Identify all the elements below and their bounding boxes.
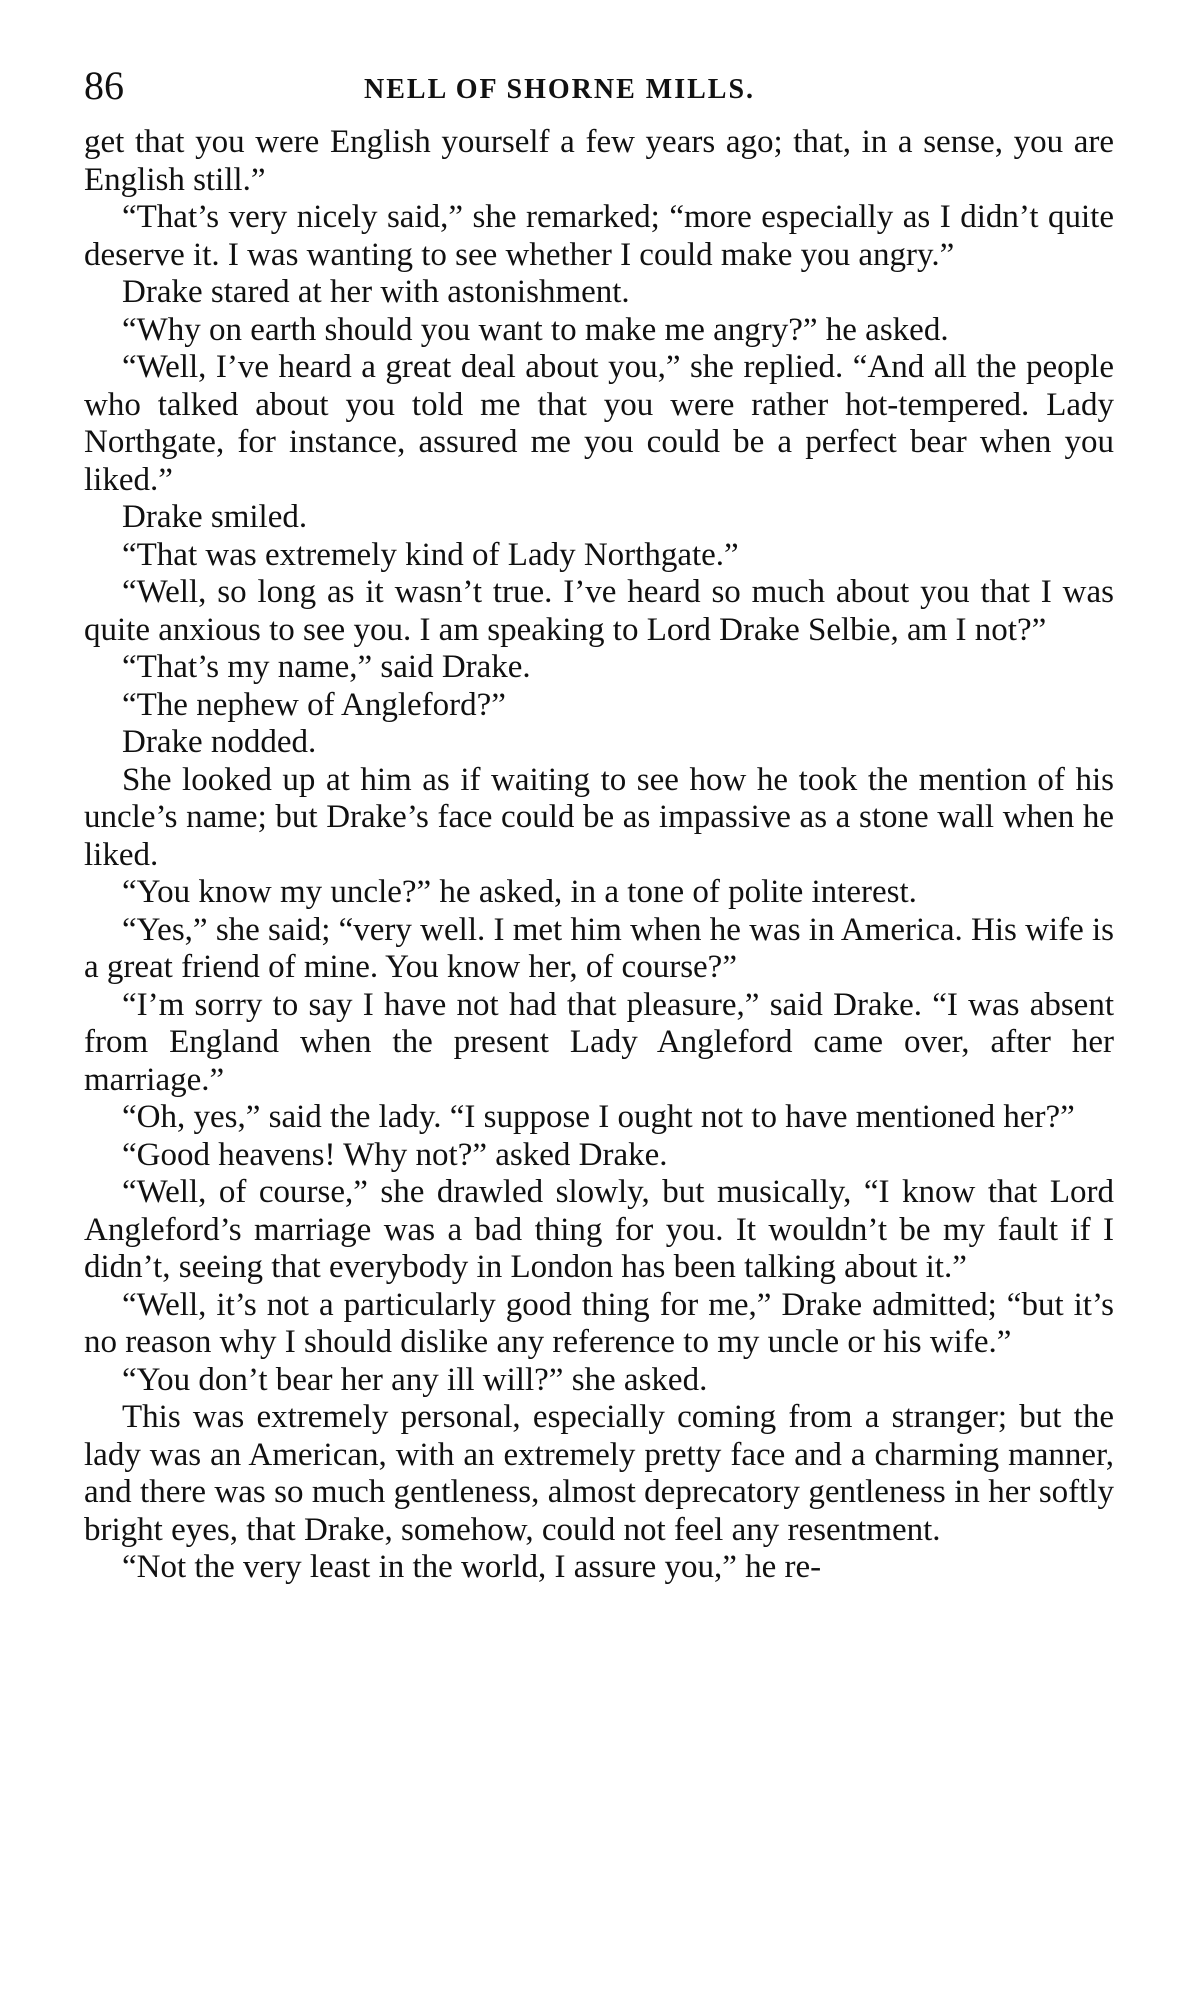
body-text [84,124,1114,1587]
paragraph: “Why on earth should you want to make me angry?” he asked. [122,311,949,348]
paragraph: Drake nodded. [122,724,317,760]
paragraph: “Well, so long as it wasn’t true. I’ve heard so much about you that I was quite anxious to see you. I am speaking to Lord Drake Selbie, am I not?” [84,574,1114,648]
paragraph: “Well, of course,” she drawled slowly, but musically, “I know that Lord Angleford’s marriage was a bad thing for you. It wouldn’t be my fault if I didn’t, seeing that everybody in London has been talking about it.” [84,1174,1114,1285]
page-header [84,60,1114,116]
book-page [84,60,1114,1587]
paragraph: “Well, it’s not a particularly good thing for me,” Drake admitted; “but it’s no reason why I should dislike any reference to my uncle or his wife.” [84,1286,1114,1360]
paragraph: “I’m sorry to say I have not had that pleasure,” said Drake. “I was absent from England when the present Lady Angleford came over, after her marriage.” [84,986,1114,1098]
paragraph: “Oh, yes,” said the lady. “I suppose I ought not to have mentioned her?” [122,1099,1075,1135]
paragraph: “Well, I’ve heard a great deal about you,” she replied. “And all the people who talked about you told me that you were rather hot-tempered. Lady Northgate, for instance, assured me you could be a perfect bear when you liked.” [84,349,1114,498]
paragraph: “That’s very nicely said,” she remarked; “more especially as I didn’t quite deserve it. I was wanting to see whether I could make you angry.” [84,199,1114,273]
page-number: 86 [84,63,124,108]
paragraph: Drake smiled. [122,499,308,535]
paragraph: “Yes,” she said; “very well. I met him when he was in America. His wife is a great friend of mine. You know her, of course?” [84,911,1114,985]
paragraph: “That was extremely kind of Lady Northgate.” [122,536,739,573]
paragraph: “You don’t bear her any ill will?” she asked. [122,1361,708,1398]
paragraph: get that you were English yourself a few years ago; that, in a sense, you are English still.” [84,124,1114,198]
paragraph: “That’s my name,” said Drake. [122,649,531,685]
paragraph: “You know my uncle?” he asked, in a tone of polite interest. [122,874,917,910]
paragraph: This was extremely personal, especially coming from a stranger; but the lady was an American, with an extremely pretty face and a charming manner, and there was so much gentleness, almost deprecatory gentleness in her softly bright eyes, that Drake, somehow, could not feel any resentment. [84,1399,1114,1548]
paragraph: She looked up at him as if waiting to see how he took the mention of his uncle’s name; but Drake’s face could be as impassive as a stone wall when he liked. [84,761,1114,873]
paragraph: “Good heavens! Why not?” asked Drake. [122,1136,668,1173]
running-title: NELL OF SHORNE MILLS. [364,74,756,105]
paragraph: “Not the very least in the world, I assure you,” he re- [122,1549,822,1585]
paragraph: “The nephew of Angleford?” [122,686,506,723]
paragraph: Drake stared at her with astonishment. [122,274,630,310]
